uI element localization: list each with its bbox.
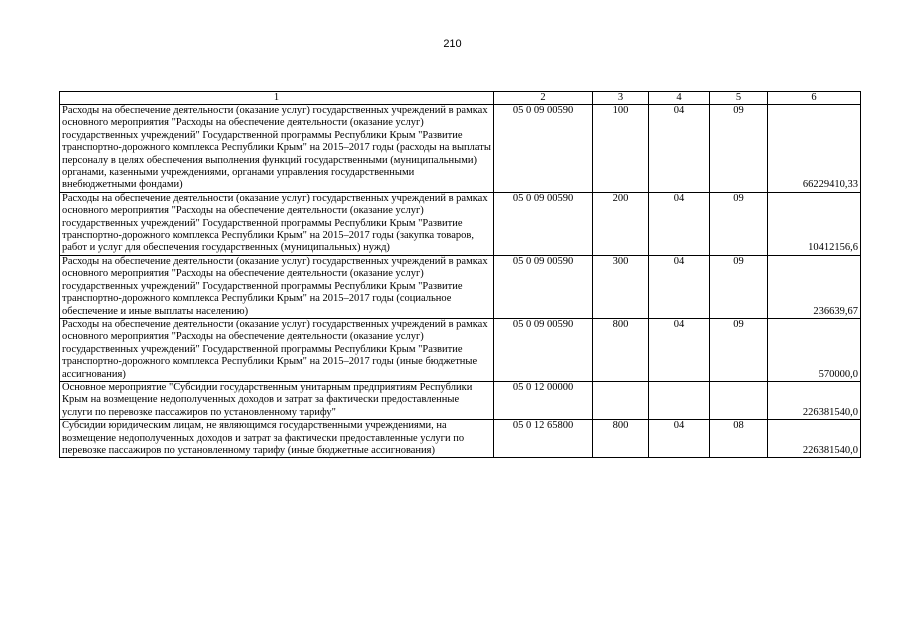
row-target-code: 05 0 09 00590 [494,318,593,381]
table-row [60,318,861,381]
row-section: 04 [649,420,710,458]
header-row [60,92,861,105]
row-expense-type: 800 [593,318,649,381]
row-subsection: 08 [710,420,768,458]
row-description: Основное мероприятие "Субсидии государственным унитарным предприятиям Республики Крым на возмещение недополученных доходов и затрат за фактически предоставленные услуги по перевозке пассажиров по установленному тарифу" [60,381,494,419]
row-amount: 66229410,33 [768,105,861,193]
row-target-code: 05 0 09 00590 [494,105,593,193]
row-expense-type: 300 [593,255,649,318]
column-header-6: 6 [768,92,861,105]
row-description: Расходы на обеспечение деятельности (оказание услуг) государственных учреждений в рамках основного мероприятия "Расходы на обеспечение деятельности (оказание услуг) государственных учреждений" Государственной программы Республики Крым "Развитие транспортно-дорожного комплекса Республики Крым" на 2015–2017 годы (закупка товаров, работ и услуг для обеспечения государственных (муниципальных) нужд) [60,192,494,255]
table-row [60,192,861,255]
column-header-4: 4 [649,92,710,105]
row-description: Расходы на обеспечение деятельности (оказание услуг) государственных учреждений в рамках основного мероприятия "Расходы на обеспечение деятельности (оказание услуг) государственных учреждений" Государственной программы Республики Крым "Развитие транспортно-дорожного комплекса Республики Крым" на 2015–2017 годы (иные бюджетные ассигнования) [60,318,494,381]
row-target-code: 05 0 12 65800 [494,420,593,458]
column-header-1: 1 [60,92,494,105]
row-subsection: 09 [710,318,768,381]
row-subsection [710,381,768,419]
row-description: Расходы на обеспечение деятельности (оказание услуг) государственных учреждений в рамках основного мероприятия "Расходы на обеспечение деятельности (оказание услуг) государственных учреждений" Государственной программы Республики Крым "Развитие транспортно-дорожного комплекса Республики Крым" на 2015–2017 годы (расходы на выплаты персоналу в целях обеспечения выполнения функций государственными (муниципальными) органами, казенными учреждениями, органами управления государственными внебюджетными фондами) [60,105,494,193]
row-section: 04 [649,105,710,193]
table-row [60,381,861,419]
row-description: Расходы на обеспечение деятельности (оказание услуг) государственных учреждений в рамках основного мероприятия "Расходы на обеспечение деятельности (оказание услуг) государственных учреждений" Государственной программы Республики Крым "Развитие транспортно-дорожного комплекса Республики Крым" на 2015–2017 годы (социальное обеспечение и иные выплаты населению) [60,255,494,318]
column-header-2: 2 [494,92,593,105]
row-subsection: 09 [710,192,768,255]
row-expense-type: 800 [593,420,649,458]
row-section: 04 [649,255,710,318]
page-number: 210 [443,38,462,50]
row-amount: 226381540,0 [768,420,861,458]
row-expense-type: 200 [593,192,649,255]
row-target-code: 05 0 09 00590 [494,192,593,255]
row-target-code: 05 0 12 00000 [494,381,593,419]
row-section: 04 [649,192,710,255]
table-row [60,420,861,458]
row-subsection: 09 [710,255,768,318]
row-amount: 236639,67 [768,255,861,318]
row-section: 04 [649,318,710,381]
column-header-3: 3 [593,92,649,105]
row-expense-type: 100 [593,105,649,193]
row-amount: 570000,0 [768,318,861,381]
row-amount: 10412156,6 [768,192,861,255]
row-target-code: 05 0 09 00590 [494,255,593,318]
row-amount: 226381540,0 [768,381,861,419]
row-subsection: 09 [710,105,768,193]
row-expense-type [593,381,649,419]
budget-table [59,91,861,458]
column-header-5: 5 [710,92,768,105]
row-section [649,381,710,419]
table-row [60,105,861,193]
table-row [60,255,861,318]
row-description: Субсидии юридическим лицам, не являющимся государственными учреждениями, на возмещение недополученных доходов и затрат за фактически предоставленные услуги по перевозке пассажиров по установленному тарифу (иные бюджетные ассигнования) [60,420,494,458]
